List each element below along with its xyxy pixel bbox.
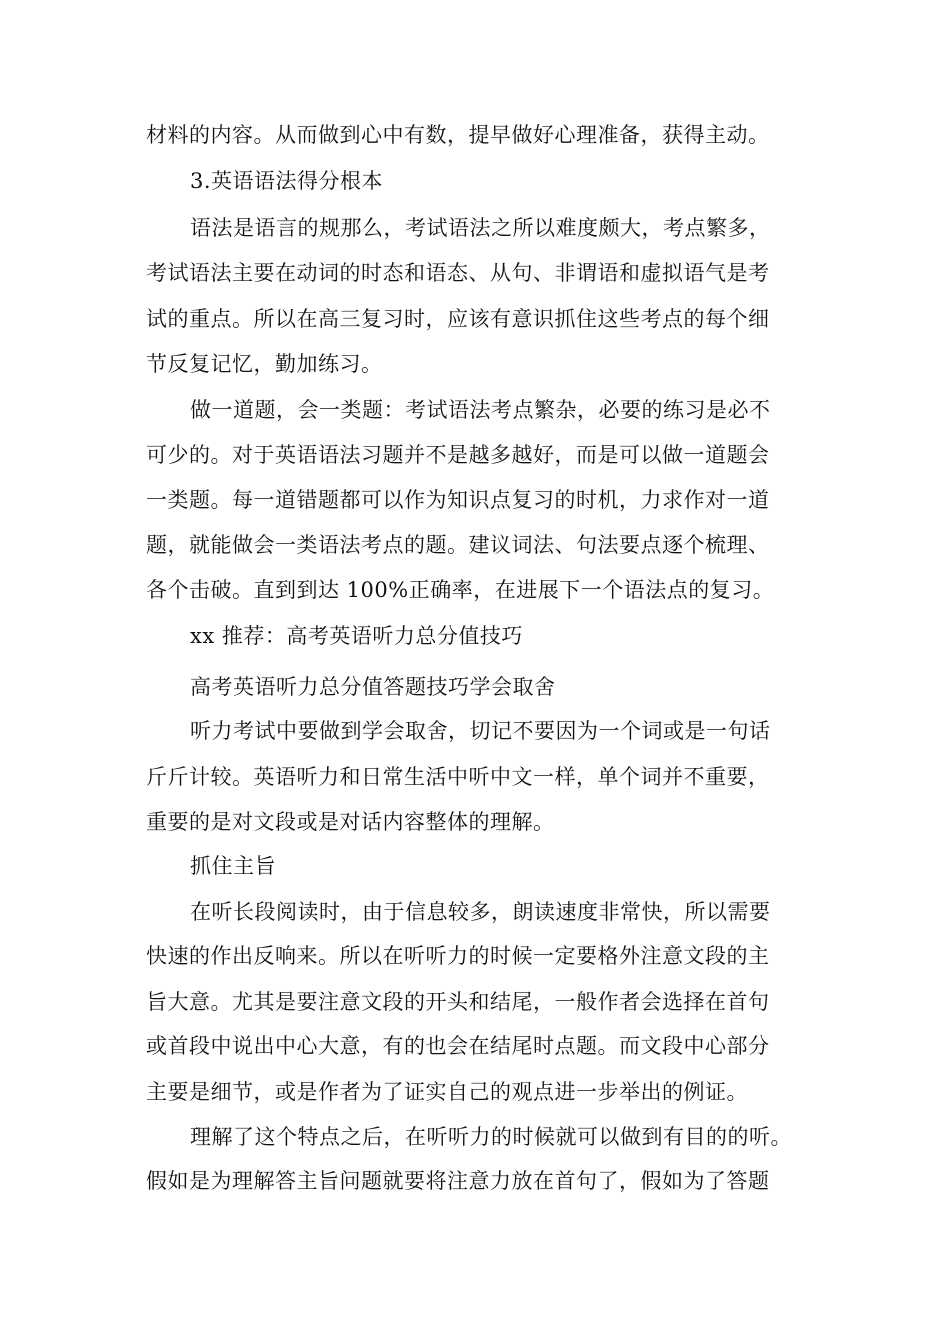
paragraph-line: 在听长段阅读时，由于信息较多，朗读速度非常快，所以需要: [190, 900, 771, 924]
paragraph-line: 节反复记忆，勤加练习。: [146, 352, 383, 376]
paragraph-line: 理解了这个特点之后，在听听力的时候就可以做到有目的的听。: [190, 1125, 792, 1149]
paragraph-line: 重要的是对文段或是对话内容整体的理解。: [146, 810, 555, 834]
paragraph-line: 旨大意。尤其是要注意文段的开头和结尾，一般作者会选择在首句: [146, 990, 770, 1014]
paragraph-line: 假如是为理解答主旨问题就要将注意力放在首句了，假如为了答题: [146, 1169, 770, 1193]
paragraph-line: 语法是语言的规那么，考试语法之所以难度颇大，考点繁多，: [190, 216, 771, 240]
paragraph-line: 斤斤计较。英语听力和日常生活中听中文一样，单个词并不重要，: [146, 765, 770, 789]
text-line: 材料的内容。从而做到心中有数，提早做好心理准备，获得主动。: [146, 123, 770, 147]
paragraph-line: 各个击破。直到到达 100%正确率，在进展下一个语法点的复习。: [146, 578, 775, 602]
paragraph-line: 一类题。每一道错题都可以作为知识点复习的时机，力求作对一道: [146, 488, 770, 512]
paragraph-line: 题，就能做会一类语法考点的题。建议词法、句法要点逐个梳理、: [146, 533, 770, 557]
paragraph-line: 可少的。对于英语语法习题并不是越多越好，而是可以做一道题会: [146, 443, 770, 467]
paragraph-line: 做一道题，会一类题：考试语法考点繁杂，必要的练习是必不: [190, 398, 771, 422]
section-heading: 抓住主旨: [190, 854, 276, 878]
paragraph-line: 试的重点。所以在高三复习时，应该有意识抓住这些考点的每个细: [146, 307, 770, 331]
paragraph-line: 考试语法主要在动词的时态和语态、从句、非谓语和虚拟语气是考: [146, 261, 770, 285]
paragraph-line: 听力考试中要做到学会取舍，切记不要因为一个词或是一句话: [190, 719, 771, 743]
section-heading: 3.英语语法得分根本: [190, 169, 384, 193]
section-heading: 高考英语听力总分值答题技巧学会取舍: [190, 675, 556, 699]
paragraph-line: 或首段中说出中心大意，有的也会在结尾时点题。而文段中心部分: [146, 1034, 770, 1058]
paragraph-line: 快速的作出反响来。所以在听听力的时候一定要格外注意文段的主: [146, 944, 770, 968]
paragraph-line: 主要是细节，或是作者为了证实自己的观点进一步举出的例证。: [146, 1080, 748, 1104]
section-heading: xx 推荐：高考英语听力总分值技巧: [190, 624, 523, 648]
